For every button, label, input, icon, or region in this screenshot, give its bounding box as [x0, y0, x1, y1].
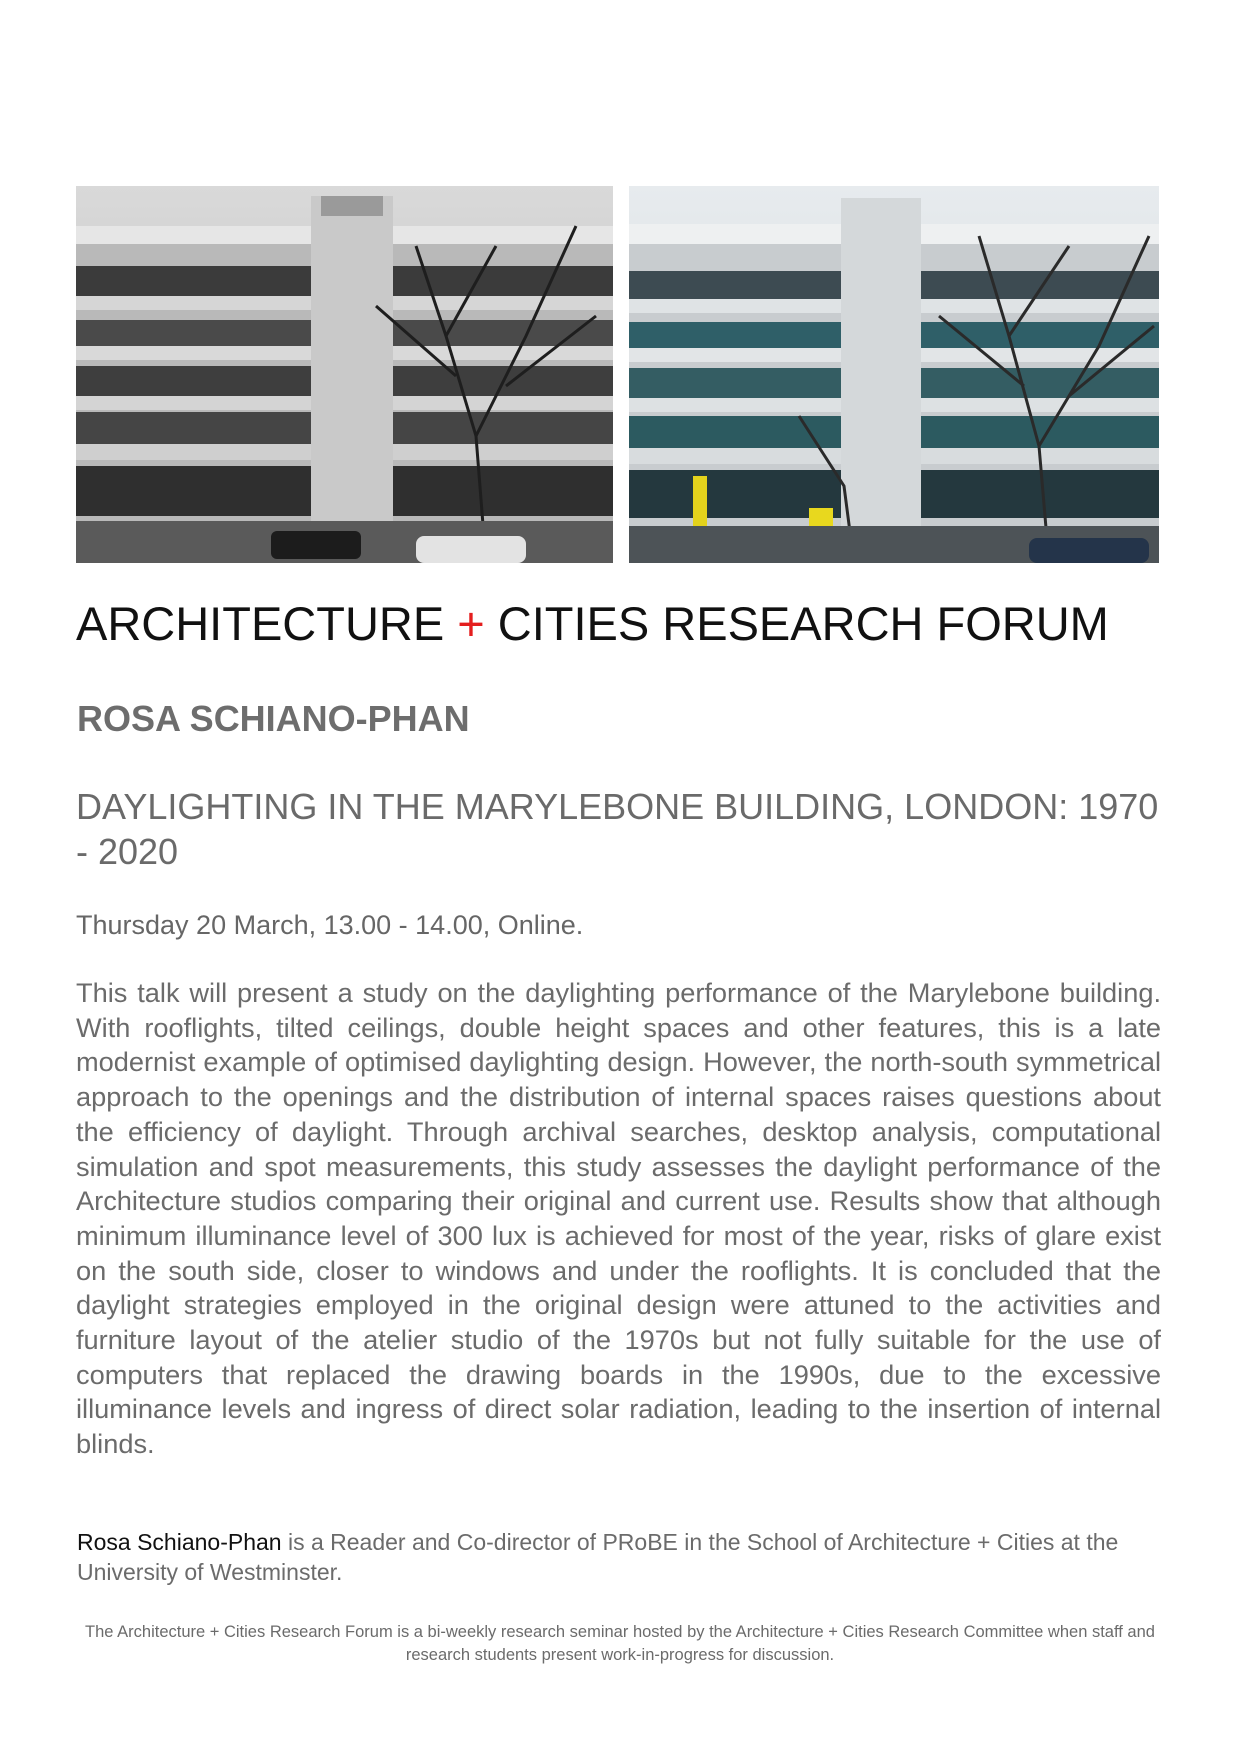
- speaker-bio: [77, 1527, 1157, 1587]
- archival-building-illustration: [76, 186, 613, 563]
- forum-title-plus: +: [457, 597, 485, 650]
- archival-building-photo: [76, 186, 613, 563]
- forum-title-part2: CITIES RESEARCH FORUM: [497, 597, 1109, 650]
- speaker-name: ROSA SCHIANO-PHAN: [77, 698, 470, 739]
- current-building-illustration: [629, 186, 1159, 563]
- talk-datetime: Thursday 20 March, 13.00 - 14.00, Online.: [76, 910, 584, 940]
- current-building-photo: [629, 186, 1159, 563]
- talk-abstract: This talk will present a study on the daylighting performance of the Marylebone building. With rooflights, tilted ceilings, double height spaces and other features, this is a late modernist example of optimised daylighting design. However, the north-south symmetrical approach to the openings and the distribution of internal spaces raises questions about the efficiency of daylight. Through archival searches, desktop analysis, computational simulation and spot measurements, this study assesses the daylight performance of the Architecture studios comparing their original and current use. Results show that although minimum illuminance level of 300 lux is achieved for most of the year, risks of glare exist on the south side, closer to windows and under the rooflights. It is concluded that the daylight strategies employed in the original design were attuned to the activities and furniture layout of the atelier studio of the 1970s but not fully suitable for the use of computers that replaced the drawing boards in the 1990s, due to the excessive illuminance levels and ingress of direct solar radiation, leading to the insertion of internal blinds.: [76, 977, 1161, 1460]
- forum-footer-note: The Architecture + Cities Research Forum is a bi-weekly research seminar hosted by the Architecture + Cities Research Committee when staff and research students present work-in-progress for discussion.: [85, 1623, 1155, 1664]
- forum-title: [76, 596, 1109, 652]
- bio-name: Rosa Schiano-Phan: [77, 1529, 282, 1555]
- talk-title: DAYLIGHTING IN THE MARYLEBONE BUILDING, LONDON: 1970 - 2020: [76, 786, 1159, 872]
- forum-title-part1: ARCHITECTURE: [76, 597, 445, 650]
- bio-text: is a Reader and Co-director of PRoBE in the School of Architecture + Cities at the University of Westminster.: [77, 1529, 1119, 1585]
- header-photos: [76, 186, 1159, 563]
